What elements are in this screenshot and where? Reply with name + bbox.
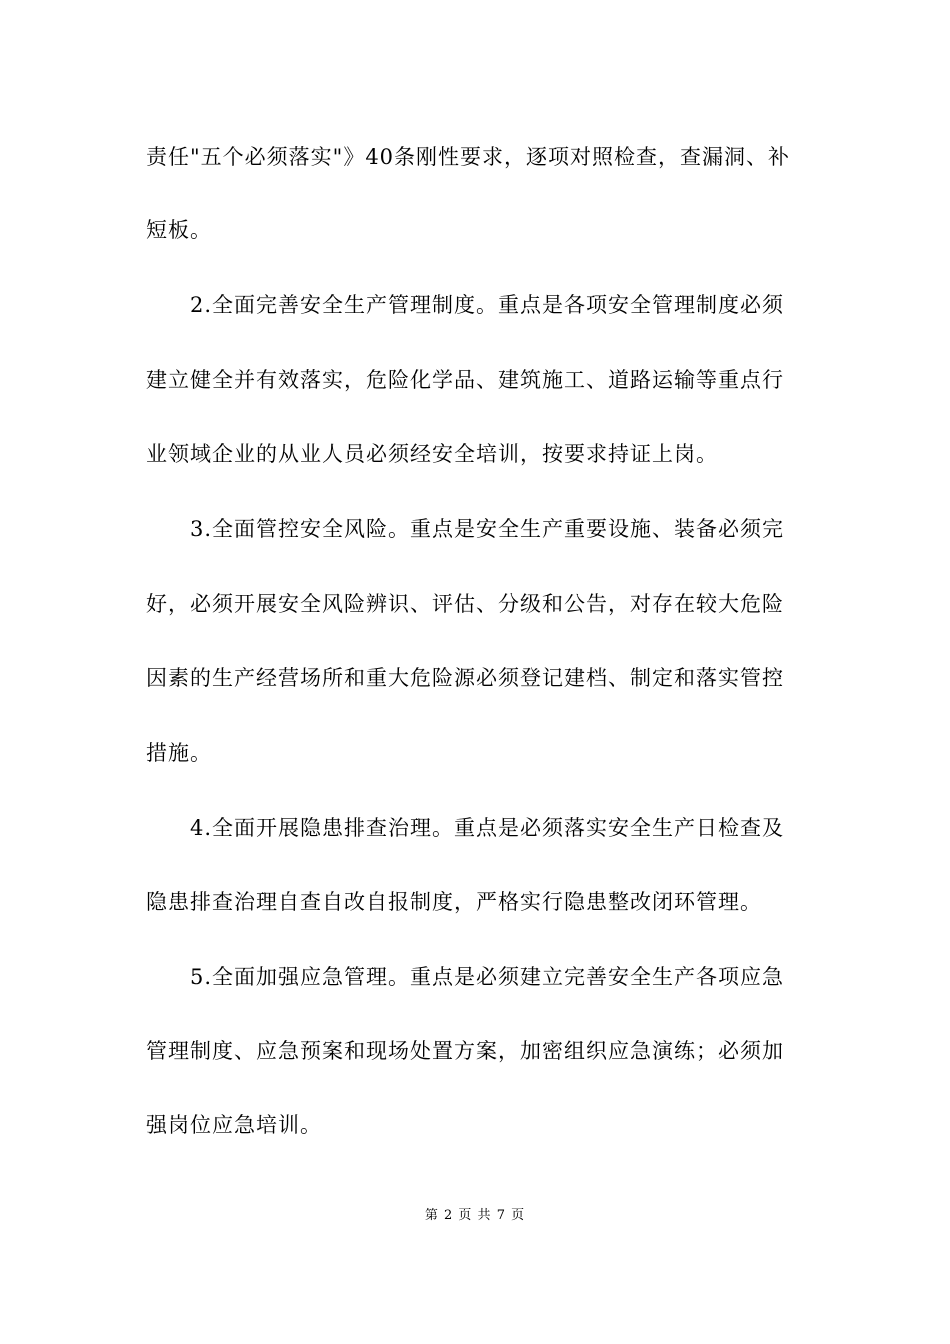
paragraph-line: 管理制度、应急预案和现场处置方案，加密组织应急演练；必须加 — [146, 1039, 784, 1063]
paragraph-line: 隐患排查治理自查自改自报制度，严格实行隐患整改闭环管理。 — [146, 890, 762, 914]
paragraph-line: 建立健全并有效落实，危险化学品、建筑施工、道路运输等重点行 — [146, 368, 784, 392]
paragraph-line: 好，必须开展安全风险辨识、评估、分级和公告，对存在较大危险 — [146, 592, 784, 616]
paragraph-line: 3.全面管控安全风险。重点是安全生产重要设施、装备必须完 — [190, 517, 785, 541]
paragraph-line: 短板。 — [146, 218, 212, 242]
paragraph-line: 强岗位应急培训。 — [146, 1113, 322, 1137]
paragraph-line: 4.全面开展隐患排查治理。重点是必须落实安全生产日检查及 — [190, 816, 785, 840]
paragraph-line: 2.全面完善安全生产管理制度。重点是各项安全管理制度必须 — [190, 293, 785, 317]
paragraph-line: 5.全面加强应急管理。重点是必须建立完善安全生产各项应急 — [190, 965, 785, 989]
paragraph-line: 因素的生产经营场所和重大危险源必须登记建档、制定和落实管控 — [146, 666, 784, 690]
paragraph-line: 措施。 — [146, 741, 212, 765]
page-number-footer: 第 2 页 共 7 页 — [424, 1208, 526, 1223]
paragraph-line: 责任"五个必须落实"》40条刚性要求，逐项对照检查，查漏洞、补 — [146, 145, 791, 169]
paragraph-line: 业领域企业的从业人员必须经安全培训，按要求持证上岗。 — [146, 442, 718, 466]
